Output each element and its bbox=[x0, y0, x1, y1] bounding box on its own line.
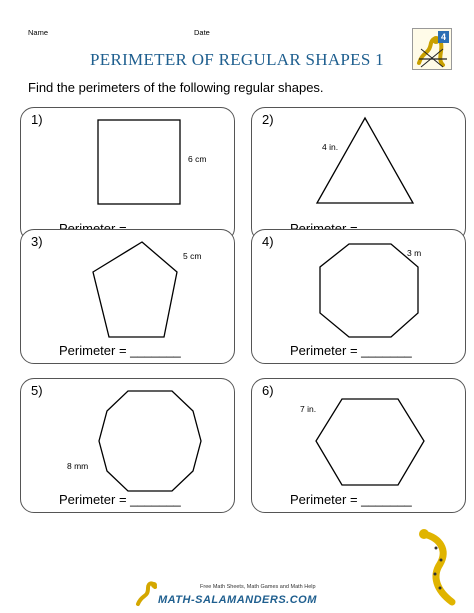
name-label: Name bbox=[28, 28, 49, 37]
side-label: 5 cm bbox=[183, 251, 202, 261]
problem-number: 3) bbox=[31, 234, 43, 249]
problem-number: 2) bbox=[262, 112, 274, 127]
problem-number: 5) bbox=[31, 383, 43, 398]
page-title: PERIMETER OF REGULAR SHAPES 1 bbox=[90, 50, 384, 69]
date-label: Date bbox=[194, 28, 210, 37]
footer-salamander-icon bbox=[134, 578, 158, 608]
perimeter-answer: Perimeter = _______ bbox=[290, 343, 412, 358]
problem-1 bbox=[20, 107, 235, 242]
problem-2 bbox=[251, 107, 466, 242]
perimeter-answer: Perimeter = _______ bbox=[290, 492, 412, 507]
footer-brand: MATH-SALAMANDERS.COM bbox=[158, 594, 317, 606]
side-label: 6 cm bbox=[188, 154, 207, 164]
problem-4 bbox=[251, 229, 466, 364]
problem-number: 1) bbox=[31, 112, 43, 127]
perimeter-answer: Perimeter = _______ bbox=[59, 343, 181, 358]
side-label: 3 m bbox=[407, 248, 422, 258]
side-label: 4 in. bbox=[322, 142, 339, 152]
problem-number: 4) bbox=[262, 234, 274, 249]
corner-salamander-icon bbox=[414, 528, 462, 608]
problem-3 bbox=[20, 229, 235, 364]
side-label: 8 mm bbox=[67, 461, 89, 471]
perimeter-answer: Perimeter = _______ bbox=[59, 492, 181, 507]
grade-badge: 4 bbox=[438, 31, 449, 43]
instructions: Find the perimeters of the following regular shapes. bbox=[28, 80, 324, 95]
problem-6 bbox=[251, 378, 466, 513]
problem-number: 6) bbox=[262, 383, 274, 398]
problem-5 bbox=[20, 378, 235, 513]
side-label: 7 in. bbox=[300, 404, 317, 414]
footer-tagline: Free Math Sheets, Math Games and Math Help bbox=[200, 584, 316, 590]
